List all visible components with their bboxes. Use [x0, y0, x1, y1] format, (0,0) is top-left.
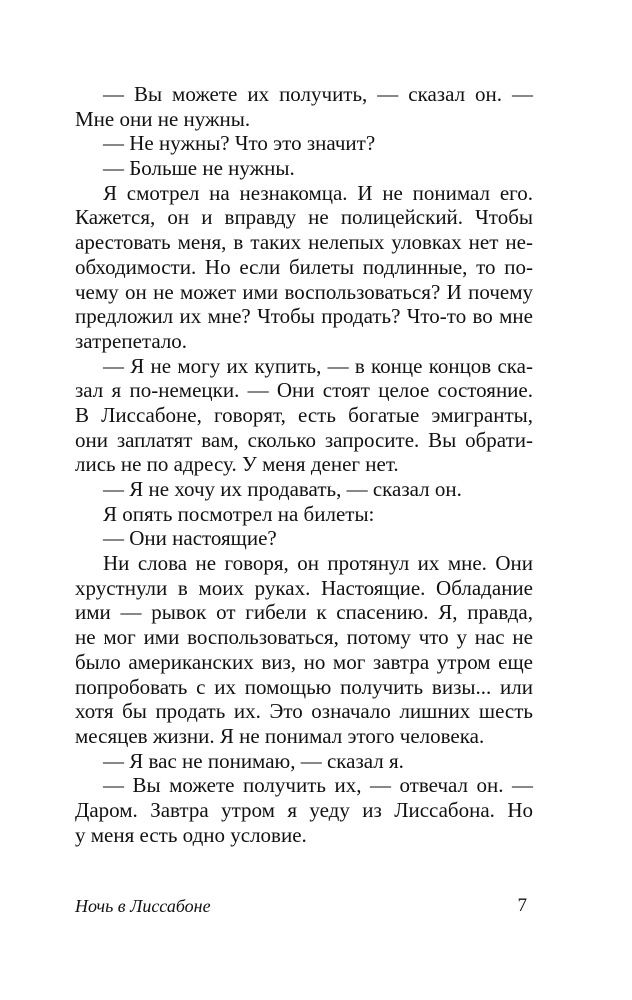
text-line: месяцев жизни. Я не понимал этого человека.: [75, 723, 485, 748]
text-line: — Не нужны? Что это значит?: [103, 131, 376, 156]
running-footer-title: Ночь в Лиссабоне: [75, 896, 211, 916]
text-line: хрустнули в моих руках. Настоящие. Обладание: [75, 575, 533, 600]
text-line: у меня есть одно условие.: [75, 822, 307, 847]
text-line: хотя бы продать их. Это означало лишних шесть: [75, 699, 533, 724]
text-line: — Больше не нужны.: [103, 156, 295, 181]
text-line: — Я не могу их купить, — в конце концов ска-: [103, 353, 533, 378]
page-number: 7: [517, 895, 527, 916]
text-line: зал я по-немецки. — Они стоят целое состояние.: [75, 378, 533, 403]
text-line: Даром. Завтра утром я уеду из Лиссабона. Но: [75, 797, 533, 822]
text-line: не мог ими воспользоваться, потому что у нас не: [75, 625, 533, 650]
text-line: чему он не может ими воспользоваться? И почему: [75, 279, 533, 304]
text-line: ими — рывок от гибели к спасению. Я, правда,: [75, 600, 533, 625]
text-line: Я смотрел на незнакомца. И не понимал его.: [103, 180, 533, 205]
text-line: попробовать с их помощью получить визы... или: [75, 674, 533, 699]
text-line: лись не по адресу. У меня денег нет.: [75, 452, 399, 477]
text-line: обходимости. Но если билеты подлинные, то по-: [75, 254, 533, 279]
text-line: — Вы можете получить их, — отвечал он. —: [103, 773, 533, 798]
text-line: — Я вас не понимаю, — сказал я.: [103, 748, 404, 773]
text-line: — Я не хочу их продавать, — сказал он.: [103, 477, 462, 501]
text-line: Кажется, он и вправду не полицейский. Чтобы: [75, 205, 533, 230]
text-line: они заплатят вам, сколько запросите. Вы обрати-: [75, 427, 533, 452]
text-line: В Лиссабоне, говорят, есть богатые эмигранты,: [75, 402, 533, 427]
text-line: Ни слова не говоря, он протянул их мне. Они: [103, 551, 533, 576]
text-line: затрепетало.: [75, 328, 188, 353]
text-line: Мне они не нужны.: [75, 106, 251, 131]
text-line: — Вы можете их получить, — сказал он. —: [103, 82, 533, 106]
text-line: арестовать меня, в таких нелепых уловках нет не-: [75, 230, 533, 255]
text-line: было американских виз, но мог завтра утром еще: [75, 649, 533, 674]
text-line: предложил их мне? Чтобы продать? Что-то во мне: [75, 304, 533, 329]
page-body-text: [75, 82, 533, 847]
text-line: Я опять посмотрел на билеты:: [103, 501, 375, 526]
text-line: — Они настоящие?: [103, 526, 277, 551]
page-footer: [75, 893, 533, 919]
